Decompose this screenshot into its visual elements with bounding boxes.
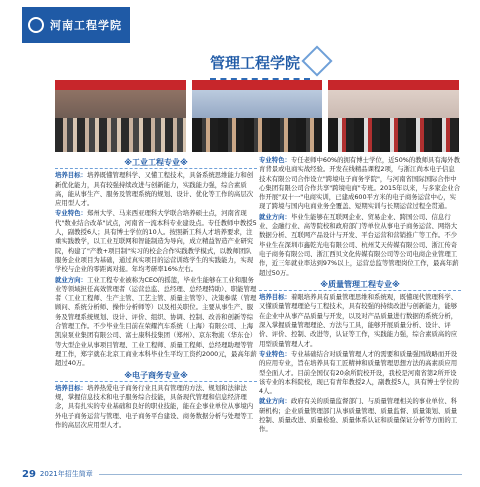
paragraph-text: 郑州大学、马来西亚理科大学联合培养硕士点，河南省现代"数业结合改革"试点，河南省一流本科专业建设点。专任教师中教授5人，副教授6人；具有博士学位的10人。按照新工科人才培养要求，注重实践教学，以工业互联网和智能制造为导向，成立精益智造产业研究院，构建了"产教+项目制"实习的校企合作实践教学模式，以教师团队服务企业项目为基础，通过真实项目的运营训练学生的实践能力，实现学校与企业的零距离对接。年均考研率16%左右。 xyxy=(55,209,257,274)
paragraph xyxy=(55,276,257,369)
paragraph xyxy=(259,293,461,349)
paragraph xyxy=(259,213,461,278)
right-column xyxy=(259,156,461,436)
paragraph-label: 培养目标： xyxy=(55,171,87,180)
paragraph-text: 培养既懂管理科学、又懂工程技术，具备系统思维能力和创新优化能力，具有较强持续改进与创新能力，实践能力强，综合素质高，能从事生产、服务及管理系统的规划、设计、优化等工作的高层次应用型人才。 xyxy=(55,171,254,208)
paragraph-label: 专业特色： xyxy=(259,156,291,164)
paragraph-label: 就业方向： xyxy=(55,275,87,284)
page-title: 管理工程学院 xyxy=(210,54,301,72)
paragraph-text: 工业工程专业被称为CEO的摇篮，毕业生能够在工业和服务业等领域担任高效管理者（运营总监、总经理、总经理特助）、职能管理者（工业工程师、生产主管、工艺主管、质量主管等）、决策参谋（管理顾问、系统分析师、操作分析师等）以及相关职位。主要从事生产、服务及管理系统规划、设计、评价、组织、协调、控制、改善和创新等综合管理工作。不少毕业生目前在荣耀汽车系统（上海）有限公司、上海凯泉泵业集团有限公司、富士康科技集团（郑州）、京东物流（华东仓）等大型企业从事项目管理、工业工程师、质量工程师、总经理助理等管理工作，郑宇就在北京工商业本科毕业生平均工资约2000元，最高年薪超过40万。 xyxy=(55,275,257,368)
diamond-decoration-icon xyxy=(301,45,332,76)
logo-text: 河南工程学院 xyxy=(50,19,122,32)
paragraph-text: 毕业生能够在互联网企业、贸易企业、跨国公司、信息行业、金融行业、高等院校和政府部门等单位从事电子商务运营、网络大数据分析、互联网产品设计与开发、平台运营和营销推广等工作。不少毕业生在深圳市鑫乾光电有限公司、杭州艾天传媒有限公司、浙江传奇电子商务有限公司、浙江西贝文化传媒有限公司等公司电商企业管理工作，近三年就业率达到97%以上，运营总监等管理岗位工作，最高年薪超过50万。 xyxy=(259,212,459,277)
footer-label: 2021年招生简章 xyxy=(39,470,93,478)
page-number: 29 xyxy=(22,468,36,480)
section-heading: ※电子商务专业※ xyxy=(55,371,257,382)
photo-students-event xyxy=(328,80,459,152)
photo-strip xyxy=(55,80,459,152)
paragraph-label: 培养目标： xyxy=(55,383,87,392)
paragraph xyxy=(55,209,257,274)
paragraph-label: 培养目标： xyxy=(259,293,291,302)
paragraph xyxy=(259,156,461,212)
paragraph xyxy=(55,384,257,430)
paragraph xyxy=(55,171,257,208)
footer-rule xyxy=(99,474,462,475)
paragraph-label: 专业特色： xyxy=(259,349,291,358)
paragraph-label: 专业特色： xyxy=(55,209,87,218)
paragraph-text: 着眼培养具有质量管理思维和系统观，既懂现代管理科学、又懂质量管理理论与工程技术，具有较强的持续改进与创新能力，能够在企业中从事产品质量与开发，以及对产品质量进行数据的系统分析，深入掌握质量管理理论、方法与工具，能够开展质量分析、设计、评价、评价、控制、改进等，认证等工作，实践能力强，综合素质高的应用型质量管理人才。 xyxy=(259,293,458,348)
page-footer xyxy=(22,466,462,482)
paragraph-label: 就业方向： xyxy=(259,397,291,406)
paragraph-text: 专任老师中60%的拥有博士学位，近50%的教师具有海外教育背景或电商实战经验。开发在线精品课程2项，与浙江尚本电子信息技术有限公司合作设立"跨境电子商务学院"，与河南省国际国际合作中心集团有限公司合作共享"跨境电商"专班。2015年以来，与多家企业合作开展"双十一"电商实训，已建成600平方米的电子商务运营中心，实现了跨境与国内电商业务全覆盖、短期实训与长期运营过程全贯通。 xyxy=(259,156,461,211)
paragraph-label: 就业方向： xyxy=(259,212,291,221)
section-heading: ※工业工程专业※ xyxy=(55,158,257,169)
paragraph xyxy=(259,350,461,396)
header-bar xyxy=(0,0,480,44)
paragraph-text: 培养热爱电子商务行业且具有管理的方法、规划和法律法规，掌握信息技术和电子服务综合技能，具备现代管理和信息经济理念，具有扎实的专业基础和良好的职业技能，能在企事业单位从事境内外电子商务运营与管理、电子商务平台建设、商务数据分析与处理等工作的高层次应用型人才。 xyxy=(55,383,254,430)
section-heading: ※质量管理工程专业※ xyxy=(259,280,461,291)
photo-computer-lab xyxy=(192,80,323,152)
paragraph-text: 专业基础结合对质量管理人才的需要和质量强国战略而开设的应用专业，旨在培养具有工匠精神和质量管理思想方法的高素质应用型全面人才。目前全国仅有20余所院校开设，我校是河南省第2所开设该专业的本科院校，现已有青年教授2人，副教授5人，具有博士学位的4人。 xyxy=(259,349,459,396)
photo-ceremony xyxy=(55,80,186,152)
left-column xyxy=(55,156,257,431)
university-logo[interactable] xyxy=(22,7,130,43)
paragraph-text: 政府有关的质量监督部门、与质量管理相关的事业单位、科研机构；企业质量管理部门从事质量管理、质量监督、质量策划、质量控制、质量改进、质量检验、质量体系认证和质量保证分析等方面的工作。 xyxy=(259,397,458,434)
section-title-wrap xyxy=(210,52,310,80)
paragraph xyxy=(259,397,461,434)
emblem-icon xyxy=(28,17,44,33)
